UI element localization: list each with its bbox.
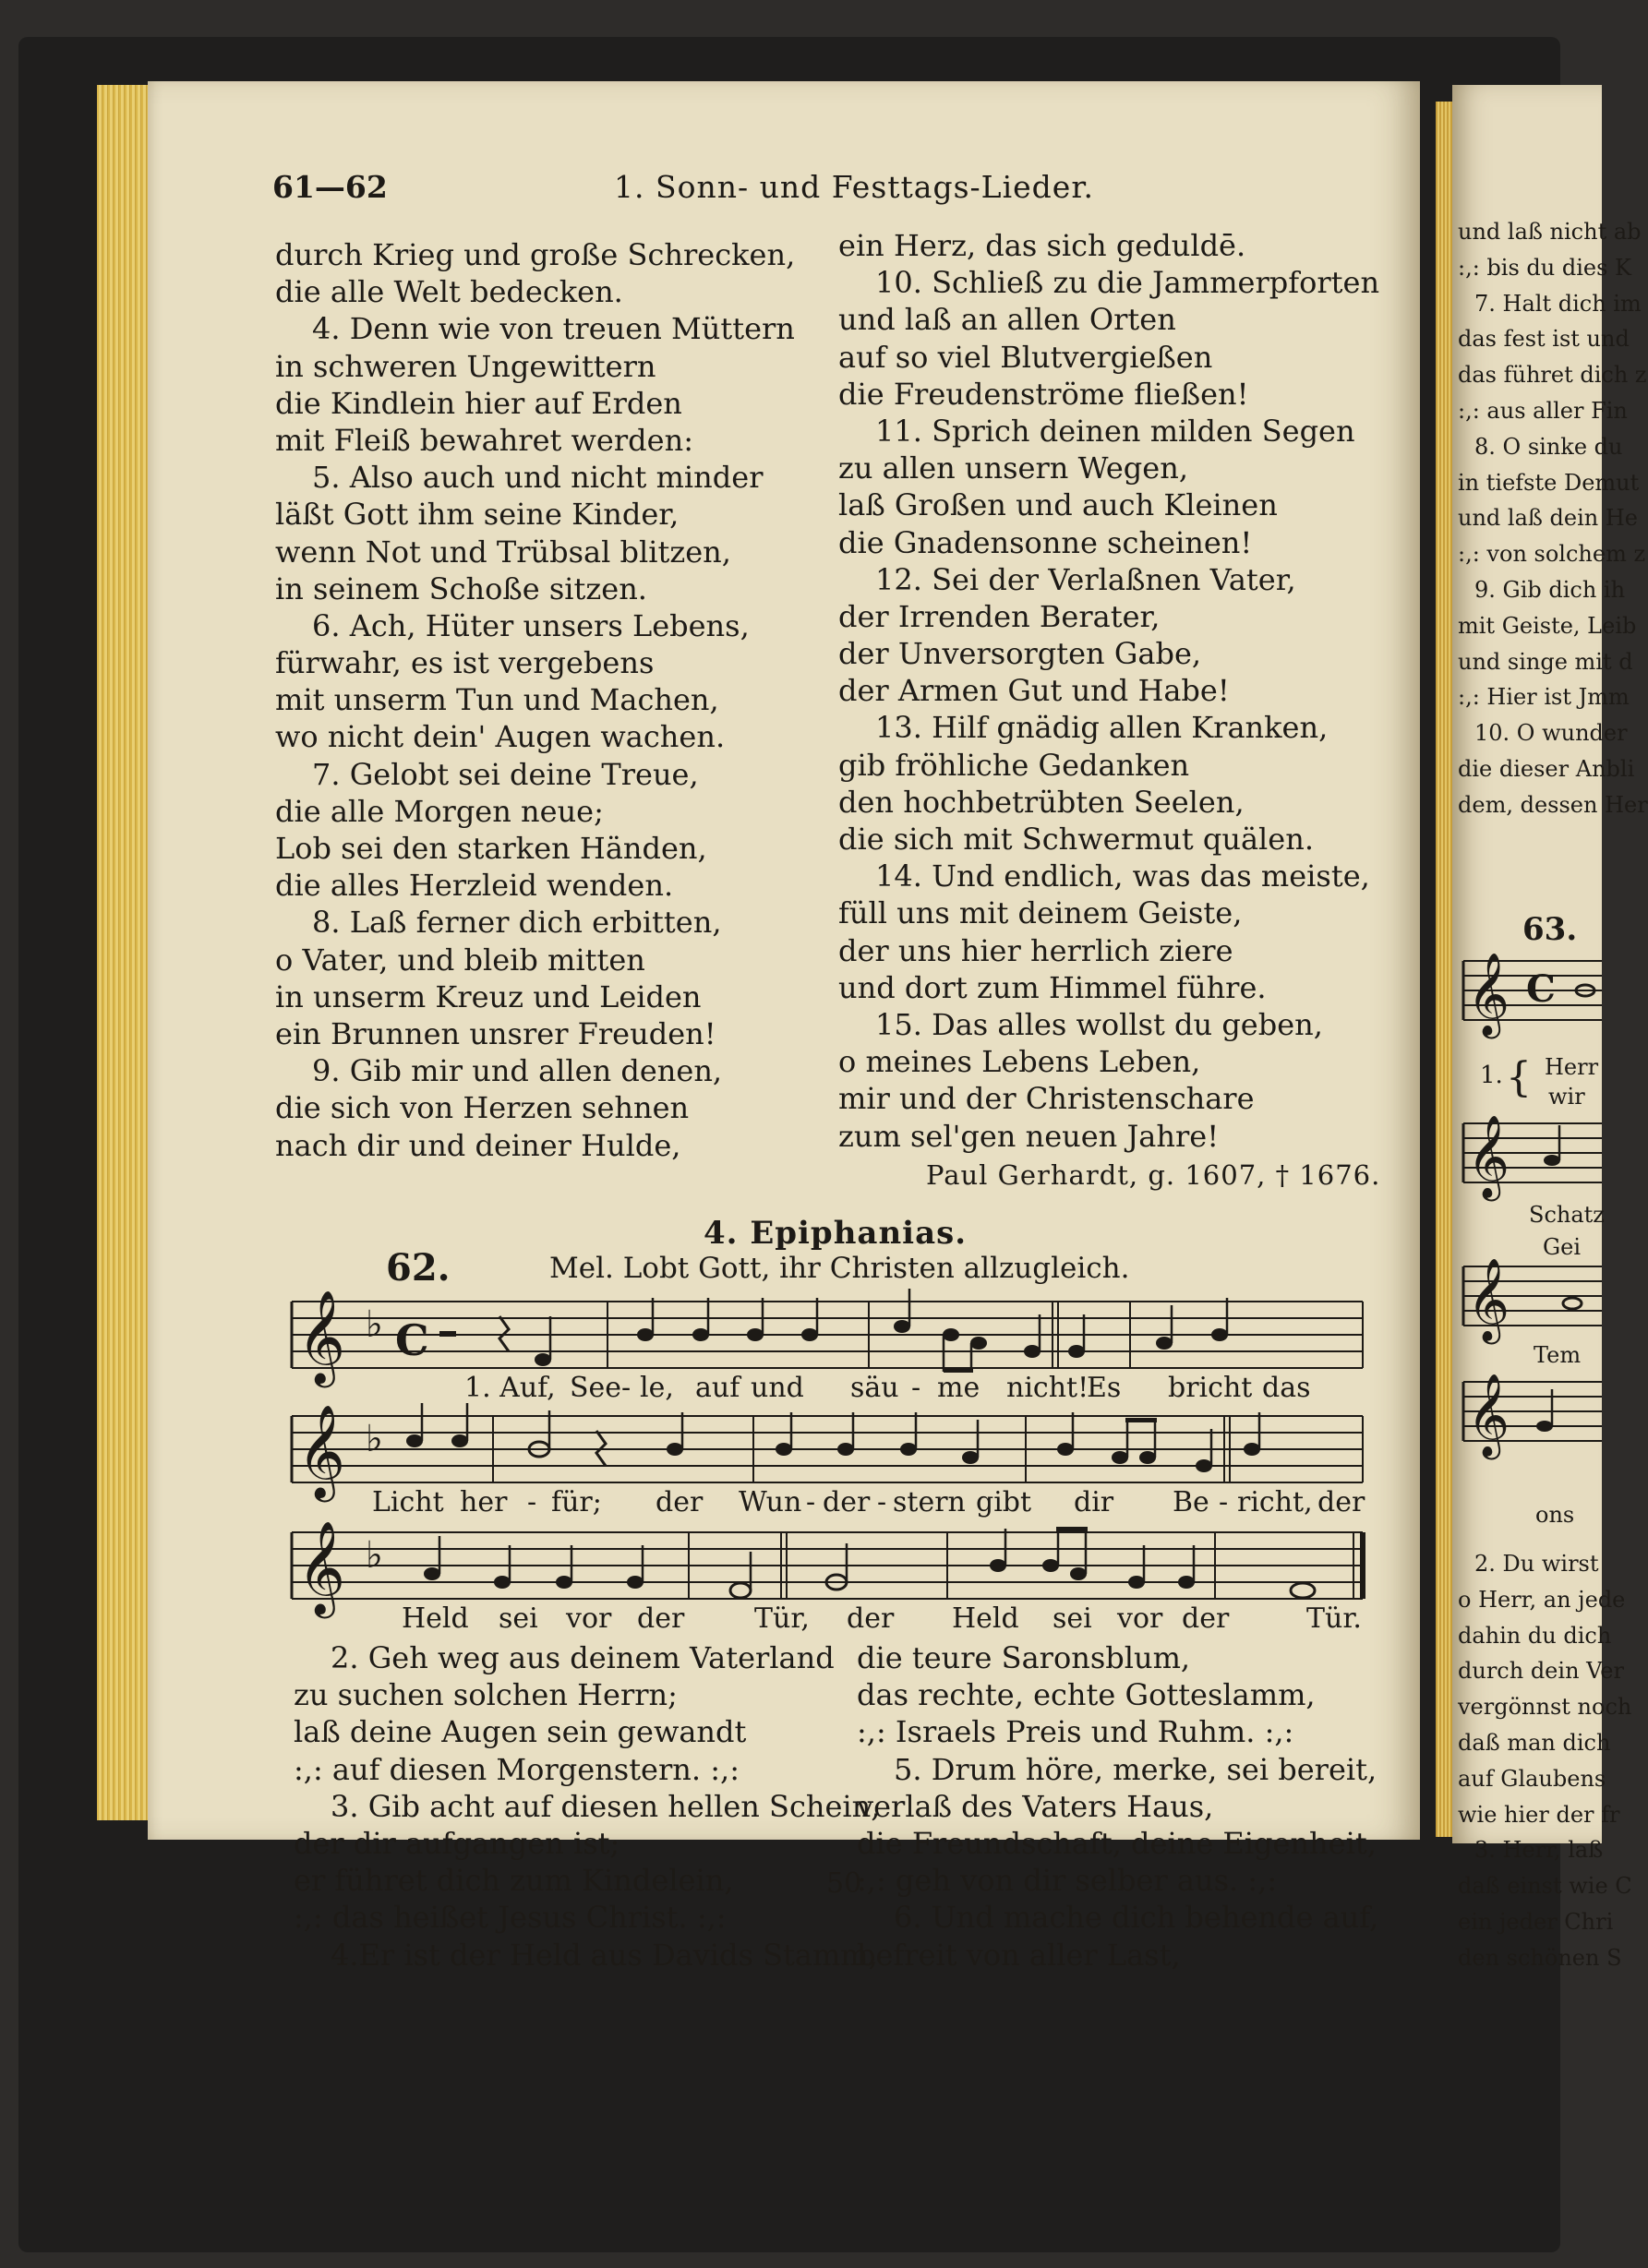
lyric-syllable: auf <box>695 1372 740 1404</box>
lyric-fragment: Gei <box>1543 1234 1582 1260</box>
lyric-syllable: Held <box>952 1602 1019 1635</box>
text-line: die alles Herzleid wenden. <box>275 868 674 904</box>
text-line: dem, dessen Her <box>1458 791 1648 818</box>
svg-text:♭: ♭ <box>366 1534 383 1577</box>
lyric-syllable: stern <box>893 1486 966 1518</box>
text-line: durch Krieg und große Schrecken, <box>275 237 796 272</box>
text-line: läßt Gott ihm seine Kinder, <box>275 497 680 533</box>
lyric-syllable: le, <box>640 1372 674 1404</box>
lyric-syllable: vor <box>566 1602 612 1635</box>
text-line: auf so viel Blutvergießen <box>838 339 1213 375</box>
lyric-syllable: nicht! <box>1006 1372 1089 1404</box>
text-line: :,: geh von dir selber aus. :,: <box>857 1863 1278 1899</box>
text-line: in schweren Ungewittern <box>275 348 656 384</box>
text-line: ein Brunnen unsrer Freuden! <box>275 1015 716 1051</box>
text-line: füll uns mit deinem Geiste, <box>838 895 1243 931</box>
text-line: durch dein Ver <box>1458 1658 1624 1685</box>
text-line: nach dir und deiner Hulde, <box>275 1127 681 1163</box>
text-line: und laß an allen Orten <box>838 302 1176 338</box>
music-staff-63-1 <box>1452 948 1602 1040</box>
text-line: 5. Also auch und nicht minder <box>312 460 764 496</box>
lyric-syllable: dir <box>1074 1486 1114 1518</box>
svg-text:♭: ♭ <box>366 1418 383 1460</box>
text-line: 10. O wunder <box>1474 720 1628 747</box>
lyric-syllable: Tür, <box>754 1602 810 1635</box>
text-line: 13. Hilf gnädig allen Kranken, <box>875 710 1329 746</box>
text-line: daß man dich <box>1458 1729 1611 1756</box>
lyric-fragment: ons <box>1535 1502 1575 1528</box>
lyric-syllable: 1. Auf, <box>464 1372 556 1404</box>
lyric-syllable: vor <box>1117 1602 1163 1635</box>
lyric-syllable: der <box>656 1486 704 1518</box>
lyric-syllable: und <box>751 1372 804 1404</box>
text-line: die dieser Anbli <box>1458 755 1635 782</box>
right-column <box>838 227 1379 1155</box>
lyric-syllable: der <box>1317 1486 1365 1518</box>
lyric-syllable: der <box>637 1602 685 1635</box>
text-line: der Armen Gut und Habe! <box>838 673 1230 709</box>
text-line: 2. Geh weg aus deinem Vaterland <box>331 1640 835 1675</box>
text-line: und laß dein He <box>1458 505 1639 532</box>
lyric-syllable: säu <box>850 1372 899 1404</box>
lyric-syllable: - <box>621 1372 632 1404</box>
text-line: den schönen S <box>1458 1944 1622 1971</box>
text-line: 4. Denn wie von treuen Müttern <box>312 311 795 347</box>
text-line: der dir aufgangen ist; <box>294 1825 620 1861</box>
music-staff-3 <box>292 1519 1367 1612</box>
text-line: er führet dich zum Kindelein, <box>294 1863 734 1899</box>
svg-text:C: C <box>395 1315 429 1365</box>
lyric-fragment: Tem <box>1534 1342 1582 1368</box>
text-line: 15. Das alles wollst du geben, <box>875 1006 1323 1042</box>
text-line: der uns hier herrlich ziere <box>838 932 1233 968</box>
lyric-syllable: her <box>460 1486 508 1518</box>
lyric-syllable: der <box>847 1602 895 1635</box>
text-line: verlaß des Vaters Haus, <box>857 1788 1214 1824</box>
lyric-syllable: richt, <box>1237 1486 1313 1518</box>
page-range: 61—62 <box>272 169 388 205</box>
text-line: den hochbetrübten Seelen, <box>838 784 1245 820</box>
page-edges-left <box>97 85 150 1820</box>
text-line: die teure Saronsblum, <box>857 1640 1191 1675</box>
text-line: o meines Lebens Leben, <box>838 1044 1201 1080</box>
text-line: 6. Und mache dich behende auf, <box>894 1900 1379 1936</box>
text-line: o Vater, und bleib mitten <box>275 942 645 978</box>
lyric-syllable: für; <box>551 1486 602 1518</box>
text-line: :,: das heißet Jesus Christ. :,: <box>294 1900 727 1936</box>
music-staff-1 <box>292 1289 1363 1384</box>
text-line: 3. Herr, laß <box>1474 1837 1604 1864</box>
left-column <box>275 236 795 1164</box>
text-line: das führet dich z <box>1458 362 1647 389</box>
text-line: 3. Gib acht auf diesen hellen Schein, <box>331 1788 881 1824</box>
music-staff-2 <box>292 1403 1363 1498</box>
page-edges-right <box>1436 102 1452 1837</box>
text-line: :,: aus aller Fin <box>1458 397 1628 424</box>
lyric-syllable: - <box>527 1486 537 1518</box>
text-line: 8. Laß ferner dich erbitten, <box>312 905 722 941</box>
running-header: 1. Sonn- und Festtags-Lieder. <box>614 169 1094 205</box>
svg-text:𝄞: 𝄞 <box>1467 953 1510 1036</box>
brace-icon: { <box>1506 1054 1532 1101</box>
text-line: ein jeder Chri <box>1458 1908 1614 1935</box>
text-line: :,: von solchem z <box>1458 541 1646 568</box>
text-line: fürwahr, es ist vergebens <box>275 645 655 681</box>
text-line: 11. Sprich deinen milden Segen <box>875 413 1355 449</box>
text-line: 9. Gib mir und allen denen, <box>312 1053 723 1089</box>
text-line: 12. Sei der Verlaßnen Vater, <box>875 561 1296 597</box>
text-line: und dort zum Himmel führe. <box>838 969 1267 1005</box>
text-line: 7. Halt dich im <box>1474 290 1642 317</box>
text-line: gib fröhliche Gedanken <box>838 747 1190 783</box>
text-line: :,: auf diesen Morgenstern. :,: <box>294 1751 740 1787</box>
text-line: :,: Hier ist Jmm <box>1458 684 1630 711</box>
text-line: 10. Schließ zu die Jammerpforten <box>875 265 1380 301</box>
lyric-syllable: Held <box>402 1602 469 1635</box>
lyric-syllable: bricht <box>1168 1372 1253 1404</box>
lyric-syllable: me <box>937 1372 980 1404</box>
svg-text:𝄞: 𝄞 <box>297 1289 346 1384</box>
svg-text:𝄞: 𝄞 <box>297 1519 346 1614</box>
text-line: und singe mit d <box>1458 648 1633 675</box>
section-title: 4. Epiphanias. <box>704 1215 968 1252</box>
text-line: :,: Israels Preis und Ruhm. :,: <box>857 1714 1294 1750</box>
music-staff-63-3 <box>1452 1257 1602 1340</box>
text-line: 7. Gelobt sei deine Treue, <box>312 756 699 792</box>
text-line: die alle Welt bedecken. <box>275 274 623 310</box>
text-line: in seinem Schoße sitzen. <box>275 570 647 606</box>
lyric-syllable: sei <box>1053 1602 1092 1635</box>
text-line: der Irrenden Berater, <box>838 598 1161 634</box>
text-line: 2. Du wirst <box>1474 1551 1599 1577</box>
text-line: der Unversorgten Gabe, <box>838 636 1202 672</box>
text-line: 4.Er ist der Held aus Davids Stamm, <box>331 1937 878 1973</box>
next-page-lines-bottom <box>1458 1546 1632 1976</box>
melody-line: Mel. Lobt Gott, ihr Christen allzugleich. <box>549 1252 1130 1285</box>
text-line: in unserm Kreuz und Leiden <box>275 978 702 1014</box>
text-line: vergönnst noch <box>1458 1694 1632 1721</box>
svg-text:𝄞: 𝄞 <box>297 1403 346 1498</box>
svg-text:𝄞: 𝄞 <box>1467 1374 1510 1457</box>
text-line: wo nicht dein' Augen wachen. <box>275 719 726 755</box>
right-page-fragment <box>1452 85 1648 1971</box>
text-line: die Freundschaft, deine Eigenheit, <box>857 1825 1377 1861</box>
text-line: laß Großen und auch Kleinen <box>838 487 1278 523</box>
text-line: ein Herz, das sich geduldē. <box>838 228 1246 263</box>
svg-text:𝄞: 𝄞 <box>1467 1115 1510 1198</box>
lyric-syllable: Be <box>1173 1486 1209 1518</box>
text-line: in tiefste Demut <box>1458 469 1640 496</box>
text-line: die sich mit Schwermut quälen. <box>838 822 1314 857</box>
text-line: Lob sei den starken Händen, <box>275 831 707 866</box>
text-line: 6. Ach, Hüter unsers Lebens, <box>312 607 750 643</box>
text-line: mit Geiste, Leib <box>1458 612 1637 639</box>
text-line: 5. Drum höre, merke, sei bereit, <box>894 1751 1377 1787</box>
text-line: 9. Gib dich ih <box>1474 576 1626 603</box>
hymn-number-63: 63. <box>1522 911 1578 948</box>
lyric-syllable: Licht <box>372 1486 444 1518</box>
text-line: mir und der Christenschare <box>838 1081 1255 1117</box>
text-line: die alle Morgen neue; <box>275 793 604 829</box>
lyric-syllable: Wun <box>739 1486 802 1518</box>
text-line: 8. O sinke du <box>1474 433 1623 460</box>
left-page <box>148 81 1420 1973</box>
svg-text:𝄞: 𝄞 <box>1467 1258 1510 1341</box>
lyric-fragment: 1. <box>1480 1062 1503 1089</box>
text-line: wenn Not und Trübsal blitzen, <box>275 534 731 570</box>
next-page-lines-top <box>1458 214 1648 823</box>
lyric-syllable: - <box>1219 1486 1229 1518</box>
page-number: 50 <box>826 1867 862 1900</box>
text-line: das rechte, echte Gotteslamm, <box>857 1677 1316 1713</box>
lyric-syllable: gibt <box>976 1486 1032 1518</box>
svg-text:C: C <box>1526 967 1556 1011</box>
lyric-syllable: Es <box>1087 1372 1122 1404</box>
text-line: die Kindlein hier auf Erden <box>275 385 682 421</box>
lyric-syllable: der <box>1182 1602 1230 1635</box>
text-line: zum sel'gen neuen Jahre! <box>838 1118 1220 1154</box>
text-line: wie hier der fr <box>1458 1801 1620 1828</box>
lyric-syllable: - <box>911 1372 921 1404</box>
text-line: zu suchen solchen Herrn; <box>294 1677 678 1713</box>
text-line: und laß nicht ab <box>1458 219 1642 245</box>
lyric-syllable: Tür. <box>1306 1602 1362 1635</box>
text-line: zu allen unsern Wegen, <box>838 450 1188 486</box>
text-line: das fest ist und <box>1458 326 1630 353</box>
bottom-left-column <box>294 1639 880 1974</box>
text-line: die sich von Herzen sehnen <box>275 1090 690 1126</box>
text-line: dahin du dich <box>1458 1622 1612 1649</box>
lyric-syllable: - <box>877 1486 887 1518</box>
hymn-number: 62. <box>386 1246 451 1290</box>
lyric-syllable: - <box>806 1486 816 1518</box>
music-staff-63-4 <box>1452 1373 1602 1456</box>
music-staff-63-2 <box>1452 1114 1602 1197</box>
lyric-syllable: der <box>823 1486 871 1518</box>
text-line: mit Fleiß bewahret werden: <box>275 422 693 458</box>
text-line: o Herr, an jede <box>1458 1586 1626 1613</box>
lyric-syllable: sei <box>499 1602 538 1635</box>
text-line: 14. Und endlich, was das meiste, <box>875 858 1370 894</box>
bottom-right-column <box>857 1639 1378 1974</box>
text-line: :,: bis du dies K <box>1458 254 1631 281</box>
text-line: auf Glaubens <box>1458 1765 1606 1792</box>
text-line: die Gnadensonne scheinen! <box>838 524 1253 560</box>
lyric-fragment: Schatz <box>1529 1202 1605 1228</box>
text-line: befreit von aller Last, <box>857 1937 1181 1973</box>
text-line: daß einst wie C <box>1458 1873 1632 1900</box>
lyric-syllable: das <box>1262 1372 1311 1404</box>
lyric-syllable: See <box>570 1372 622 1404</box>
text-line: mit unserm Tun und Machen, <box>275 682 719 718</box>
text-line: laß deine Augen sein gewandt <box>294 1714 747 1750</box>
text-line: die Freudenströme fließen! <box>838 376 1249 412</box>
author-attribution: Paul Gerhardt, g. 1607, † 1676. <box>926 1159 1381 1191</box>
svg-text:♭: ♭ <box>366 1303 383 1346</box>
lyric-fragment: wir <box>1548 1084 1585 1110</box>
lyric-fragment: Herr <box>1545 1054 1599 1080</box>
